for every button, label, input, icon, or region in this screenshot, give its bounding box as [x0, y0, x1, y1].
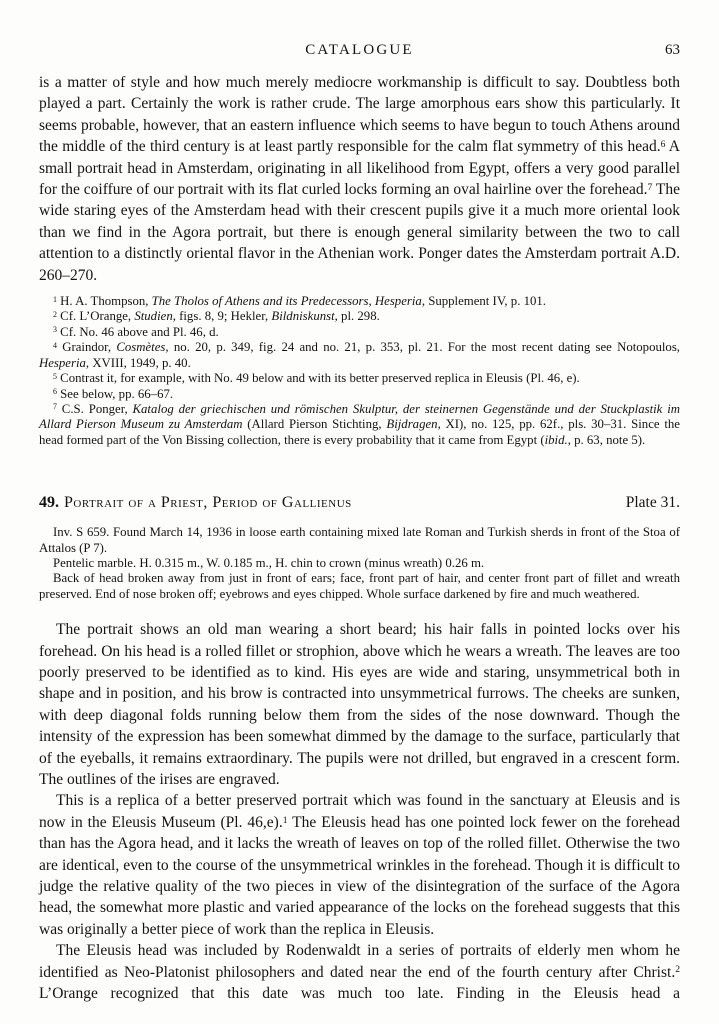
entry-condition: Back of head broken away from just in front of ears; face, front part of hair, and center front part of fillet and wreath preserved. End of nose broken off; eyebrows and eyes chipped. Whole surface darkened by fire and much weathered.	[39, 571, 680, 601]
footnote	[39, 325, 680, 340]
footnote-text: Graindor, Cosmètes, no. 20, p. 349, fig. 24 and no. 21, p. 353, pl. 21. For the most recent dating see Notopoulos, Hesperia, XVIII, 1949, p. 40.	[39, 340, 681, 370]
footnote-number: 2	[53, 309, 57, 319]
footnote-number: 4	[53, 340, 57, 350]
continuation-paragraph: is a matter of style and how much merely mediocre workmanship is difficult to say. Doubtless both played a part. Certainly the work is rather crude. The large amorphous ears show this particularly. It seems probable, however, that an eastern influence which seems to have begun to touch Athens around the middle of the third century is at least partly responsible for the calm flat symmetry of this head.$^6$ A small portrait head in Amsterdam, originating in all likelihood from Egypt, offers a very good parallel for the coiffure of our portrait with its flat curled locks forming an oval hairline over the forehead.$^7$ The wide staring eyes of the Amsterdam head with their crescent pupils give it a much more oriental look than we find in the Agora portrait, but there is enough general similarity between the two to call attention to a distinctly oriental flavor in the Athenian work. Ponger dates the Amsterdam portrait A.D. 260–270.	[39, 74, 680, 284]
footnote-number: 1	[53, 294, 57, 304]
footnote	[39, 340, 680, 371]
entry-heading-left	[39, 494, 352, 512]
plate-reference: Plate 31.	[625, 494, 680, 512]
entry-provenance: Inv. S 659. Found March 14, 1936 in loose earth containing mixed late Roman and Turkish sherds in front of the Stoa of Attalos (P 7).	[39, 525, 680, 555]
footnote	[39, 371, 680, 386]
page-number: 63	[665, 42, 680, 58]
entry-number: 49.	[39, 494, 59, 512]
entry-title: Portrait of a Priest, Period of Gallienus	[64, 494, 352, 512]
footnote-number: 6	[53, 386, 57, 396]
entry-description	[39, 525, 680, 602]
entry-heading	[39, 494, 680, 512]
footnote-text: See below, pp. 66–67.	[56, 386, 174, 401]
footnote-text: Contrast it, for example, with No. 49 below and with its better preserved replica in Eleusis (Pl. 46, e).	[56, 371, 580, 386]
footnote-text: H. A. Thompson, The Tholos of Athens and its Predecessors, Hesperia, Supplement IV, p. 101.	[56, 294, 547, 309]
discussion-paragraph: The portrait shows an old man wearing a short beard; his hair falls in pointed locks over his forehead. On his head is a rolled fillet or strophion, above which he wears a wreath. The leaves are too poorly preserved to be identified as to kind. His eyes are wide and staring, unsymmetrical both in shape and in position, and his brow is contracted into unsymmetrical furrows. The cheeks are sunken, with deep diagonal folds running below them from the sides of the nose downward. Though the intensity of the expression has been somewhat dimmed by the damage to the surface, particularly that of the eyeballs, it remains extraordinary. The pupils were not drilled, but engraved in a crescent form. The outlines of the irises are engraved.	[39, 621, 680, 788]
footnote-number: 5	[53, 371, 57, 381]
page-title: CATALOGUE	[305, 42, 414, 58]
footnote	[39, 402, 680, 448]
footnote	[39, 294, 680, 309]
footnotes-block	[39, 294, 680, 448]
footnote-text: C.S. Ponger, Katalog der griechischen und römischen Skulptur, der steinernen Gegenstände und der Stuckplastik im Allard Pierson Museum zu Amsterdam (Allard Pierson Stichting, Bijdragen, XI), no. 125, pp. 62f., pls. 30–31. Since the head formed part of the Von Bissing collection, there is every probability that it came from Egypt (ibid., p. 63, note 5).	[39, 401, 680, 447]
entry-discussion	[39, 619, 680, 1004]
footnote	[39, 387, 680, 402]
footnote-text: Cf. L’Orange, Studien, figs. 8, 9; Hekler, Bildniskunst, pl. 298.	[56, 309, 380, 324]
entry-material-dimensions: Pentelic marble. H. 0.315 m., W. 0.185 m., H. chin to crown (minus wreath) 0.26 m.	[53, 555, 485, 570]
footnote-number: 7	[53, 402, 57, 412]
running-head	[39, 42, 680, 59]
footnote-number: 3	[53, 325, 57, 335]
discussion-paragraph: This is a replica of a better preserved portrait which was found in the sanctuary at Eleusis and is now in the Eleusis Museum (Pl. 46,e).$^1$ The Eleusis head has one pointed lock fewer on the forehead than has the Agora head, and it lacks the wreath of leaves on top of the rolled fillet. Otherwise the two are identical, even to the course of the unsymmetrical wrinkles in the forehead. Though it is difficult to judge the relative quality of the two pieces in view of the disintegration of the surface of the Agora head, the somewhat more plastic and varied appearance of the locks on the forehead suggests that this was originally a better piece of work than the replica in Eleusis.	[39, 792, 680, 938]
footnote-text: Cf. No. 46 above and Pl. 46, d.	[56, 324, 219, 339]
footnote	[39, 309, 680, 324]
discussion-paragraph: The Eleusis head was included by Rodenwaldt in a series of portraits of elderly men whom he identified as Neo-Platonist philosophers and dated near the end of the fourth century after Christ.$^2$ L’Orange recognized that this date was much too late. Finding in the Eleusis head a	[39, 942, 680, 1003]
